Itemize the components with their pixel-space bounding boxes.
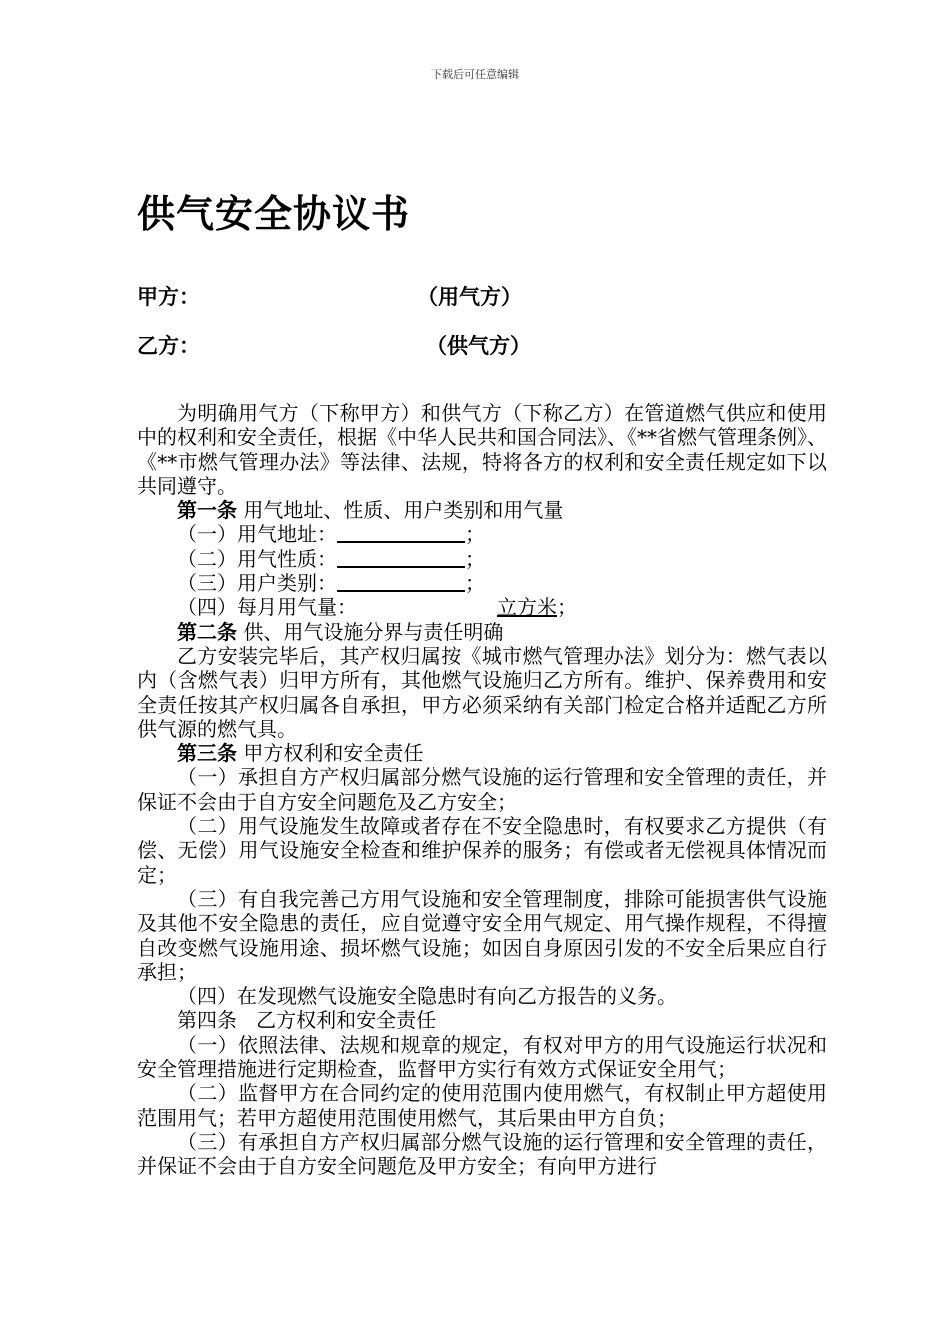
article-2-title: 供、用气设施分界与责任明确 — [243, 619, 504, 644]
party-a-label: 甲方： — [137, 284, 200, 309]
document-title: 供气安全协议书 — [137, 192, 411, 236]
article-2-text: 乙方安装完毕后，其产权归属按《城市燃气管理办法》划分为：燃气表以内（含燃气表）归甲方所有，其他燃气设施归乙方所有。维护、保养费用和安全责任按其产权归属各自承担，甲方必须采纳有关部门检定合格并适配乙方所供气源的燃气具。 — [137, 643, 827, 741]
intro-paragraph: 为明确用气方（下称甲方）和供气方（下称乙方）在管道燃气供应和使用中的权利和安全责任，根据《中华人民共和国合同法》、《**省燃气管理条例》、《**市燃气管理办法》等法律、法规，特将各方的权利和安全责任规定如下以共同遵守。 — [137, 401, 827, 498]
fill-blank[interactable] — [337, 548, 465, 568]
fill-blank[interactable] — [337, 523, 465, 543]
article-4-title: 乙方权利和安全责任 — [256, 1008, 437, 1033]
article-3-item: （一）承担自方产权归属部分燃气设施的运行管理和安全管理的责任，并保证不会由于自方安全问题危及乙方安全； — [137, 765, 827, 814]
party-b-line — [137, 330, 531, 360]
article-3-heading — [137, 741, 827, 765]
article-1-item: （二）用气性质： ； — [177, 546, 485, 571]
article-3-item: （二）用气设施发生故障或者存在不安全隐患时，有权要求乙方提供（有偿、无偿）用气设施安全检查和维护保养的服务；有偿或者无偿视具体情况而定； — [137, 814, 827, 887]
article-1-heading — [137, 498, 827, 522]
article-1-item: （四）每月用气量： 立方米； — [177, 595, 577, 620]
party-b-label: 乙方： — [137, 333, 200, 358]
article-3-item: （四）在发现燃气设施安全隐患时有向乙方报告的义务。 — [177, 984, 677, 1009]
article-2-heading — [137, 620, 827, 644]
article-4-item: （二）监督甲方在合同约定的使用范围内使用燃气，有权制止甲方超使用范围用气；若甲方超使用范围使用燃气，其后果由甲方自负； — [137, 1081, 827, 1130]
article-1-item: （一）用气地址： ； — [177, 522, 485, 547]
article-1-item: （三）用户类别： ； — [177, 571, 485, 596]
item-label: （三）用户类别： — [177, 571, 337, 596]
article-2-number: 第二条 — [177, 619, 237, 644]
article-4-item: （一）依照法律、法规和规章的规定，有权对甲方的用气设施运行状况和安全管理措施进行定期检查，监督甲方实行有效方式保证安全用气； — [137, 1032, 827, 1082]
article-3-item: （三）有自我完善己方用气设施和安全管理制度，排除可能损害供气设施及其他不安全隐患的责任，应自觉遵守安全用气规定、用气操作规程，不得擅自改变燃气设施用途、损坏燃气设施；如因自身原因引发的不安全后果应自行承担； — [137, 886, 827, 984]
article-3-number: 第三条 — [177, 741, 237, 766]
document-body — [137, 401, 827, 1179]
party-a-line — [137, 281, 522, 311]
item-label: （一）用气地址： — [177, 522, 337, 547]
article-1-title: 用气地址、性质、用户类别和用气量 — [243, 498, 564, 523]
party-b-role: （供气方） — [426, 333, 531, 358]
unit-label: 立方米 — [497, 595, 557, 620]
fill-blank[interactable] — [337, 572, 465, 592]
article-3-title: 甲方权利和安全责任 — [243, 741, 424, 766]
article-1-number: 第一条 — [177, 498, 237, 523]
header-note: 下载后可任意编辑 — [431, 68, 519, 81]
article-4-number: 第四条 — [177, 1008, 237, 1033]
fill-blank-with-unit[interactable] — [357, 595, 557, 619]
party-a-role: （用气方） — [417, 284, 522, 309]
article-4-heading — [137, 1008, 827, 1032]
article-4-item: （三）有承担自方产权归属部分燃气设施的运行管理和安全管理的责任，并保证不会由于自方安全问题危及甲方安全；有向甲方进行 — [137, 1129, 827, 1179]
item-label: （四）每月用气量： — [177, 595, 357, 620]
item-label: （二）用气性质： — [177, 546, 337, 571]
